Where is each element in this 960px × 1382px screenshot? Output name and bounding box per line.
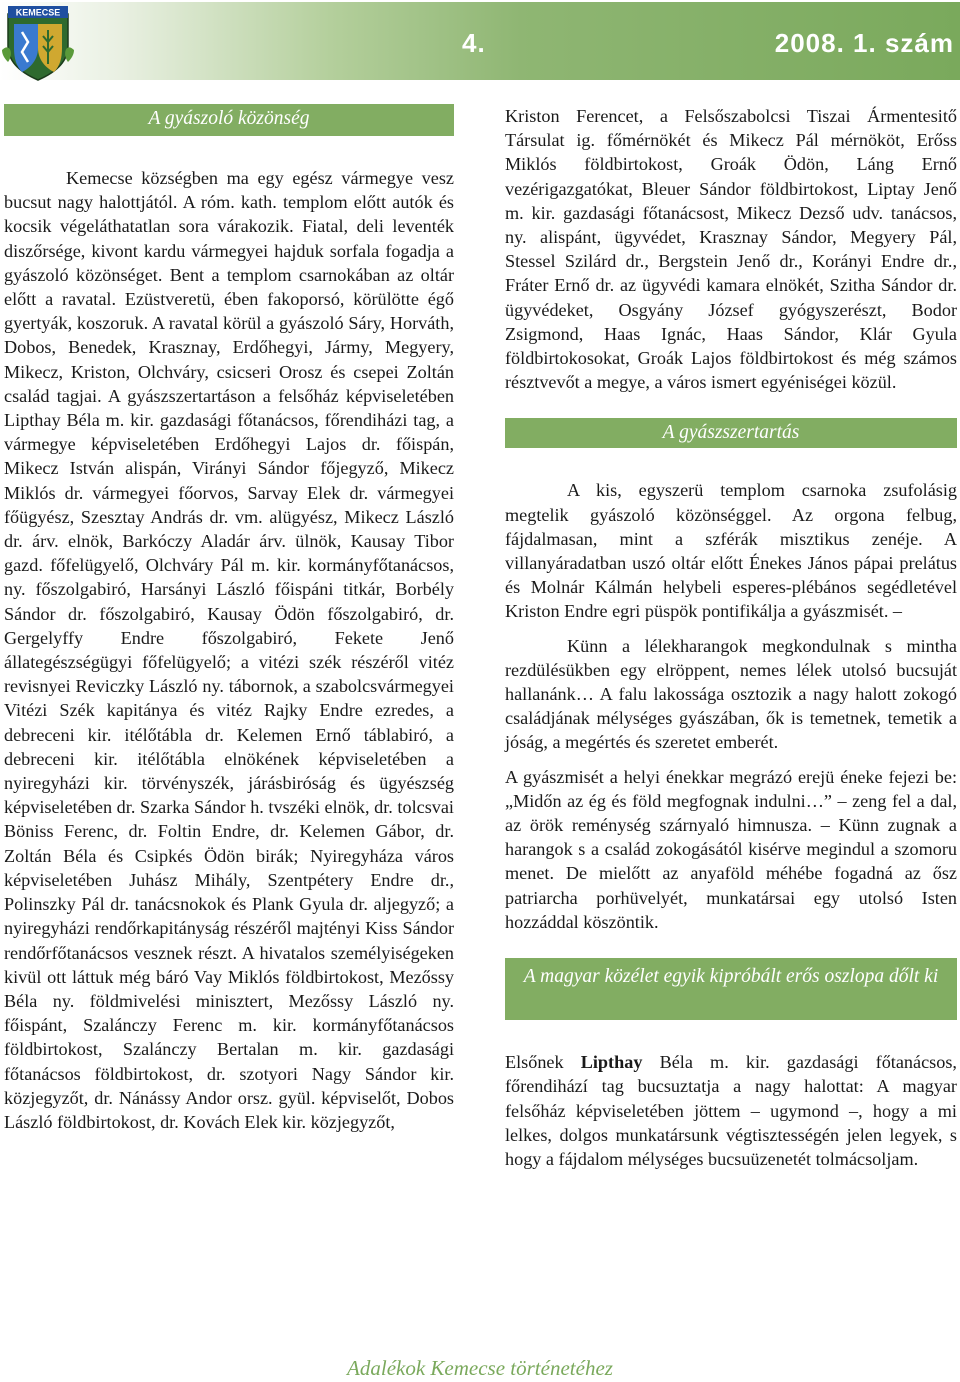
ceremony-paragraph-2: Künn a lélekharangok megkondulnak s mintha rezdülésükben egy elröppent, nemes lélek utolsó bucsuját hallanánk… A falu lakossága osztozik a nagy halott zokogó családjának mélységes gyászában, ők is temetnek, temetik a jóság, a megértés és szeretet emberét. — [505, 635, 957, 753]
page-footer: Adalékok Kemecse történetéhez — [347, 1356, 613, 1380]
eulogy-rest: Béla m. kir. gazdasági főtanácsos, főrendihází tag bucsuztatja a nagy halottat: A magyar felsőház képviseletében jöttem – ugymond –, hogy a mi lelkes, dolgos munkatársunk végtisztességén jelen legyek, s hogy a fájdalom mélységes bucsuüzenetét tolmácsoljam. — [505, 1052, 957, 1169]
left-column — [4, 104, 454, 1134]
section-heading-pillar: A magyar közélet egyik kipróbált erős oszlopa dőlt ki — [505, 958, 957, 1020]
eulogy-start: Elsőnek — [505, 1052, 581, 1073]
section-heading-ceremony: A gyászszertartás — [505, 418, 957, 448]
eulogy-paragraph — [505, 1050, 957, 1171]
right-column — [505, 104, 957, 1171]
kemecse-coat-of-arms-logo — [2, 2, 74, 82]
logo-text: KEMECSE — [15, 7, 61, 18]
ceremony-paragraph-3: A gyászmisét a helyi énekkar megrázó erejü éneke fejezi be: „Midőn az ég és föld megfognak indulni…” – zeng fel a dal, az örök reménység szárnyaló himnusza. – Künn zugnak a harangok s a család zokogásától kisérve megindul a szomoru menet. De mielőtt az anyaföld méhébe fogadná az ősz patriarcha porhüvelyét, munkatársai egy utolsó Isten hozzáddal köszöntik. — [505, 766, 957, 932]
mourners-paragraph: Kemecse községben ma egy egész vármegye vesz bucsut nagy halottjától. A róm. kath. templom előtt autók és kocsik végeláthatatlan sora várakozik. Fiatal, deli leventék diszőrsége, kivont kardu vármegyei hajduk sorfala fogadja a gyászoló közönséget. Bent a templom csarnokában az oltár előtt a ravatal. Ezüstveretü, ében fakoporsó, körülötte égő gyertyák, koszoruk. A ravatal körül a gyászoló Sáry, Horváth, Dobos, Benedek, Krasznay, Erdőhegyi, Jármy, Megyery, Mikecz, Kriston, Olchváry, csicseri Orosz és csepei Zoltán család tagjai. A gyászszertartáson a felsőház képviseletében Lipthay Béla m. kir. gazdasági főtanácsos, főrendiházi tag, a vármegye képviseletében Erdőhegyi Lajos dr. főispán, Mikecz István alispán, Virányi Sándor főjegyző, Mikecz Miklós dr. vármegyei főorvos, Sarvay Elek dr. vármegyei főügyész, Szesztay András dr. vm. alügyész, Mikecz László dr. árv. elnök, Barkóczy Aladár árv. ülnök, Kausay Tibor gazd. főfelügyelő, Olchváry Pál m. kir. kormányfőtanácsos, ny. főszolgabiró, Harsányi László főispáni titkár, Borbély Sándor dr. főszolgabiró, Kausay Ödön főszolgabiró, dr. Gergelyffy Endre főszolgabiró, Fekete Jenő állategészségügyi főfelügyelő; a vitézi szék részéről vitéz revisnyei Reviczky László ny. tábornok, a szabolcsvármegyei Vitézi Szék kapitánya és vitéz Rajky Endre ezredes, a debreceni kir. itélőtábla dr. Kelemen Ernő táblabiró, a debreceni kir. itélőtábla elnökének képviseletében a nyiregyházi kir. törvényszék, járásbiróság és ügyészség képviseletében dr. Szarka Sándor h. tvszéki elnök, dr. tolcsvai Böniss Ferenc, dr. Foltin Endre, dr. Kelemen Gábor, dr. Zoltán Béla és Csipkés Ödön birák; Nyiregyháza város képviseletében Juhász Mihály, Szentpétery Endre dr., Polinszky Pál dr. tanácsnokok és Plank Gyula dr. aljegyző; a nyiregyházi rendőrkapitányság részéről majtényi Kiss Sándor rendőrfőtanácsos vesznek részt. A hivatalos személyiségeken kivül ott láttuk még báró Vay Miklós földbirtokost, Mezőssy Béla ny. földmivelési minisztert, Mezőssy László ny. főispánt, Szalánczy Ferenc m. kir. kormányfőtanácsos földbirtokost, Szalánczy Bertalan m. kir. gazdasági főtanácsos földbirtokost, dr. szotyori Nagy Sándor kir. közjegyzőt, dr. Nánássy Andor orsz. gyül. képviselőt, Dobos László földbirtokost, dr. Kovách Elek kir. közjegyzőt, — [4, 168, 454, 1132]
page-header — [0, 0, 960, 90]
ceremony-paragraph-1: A kis, egyszerü templom csarnoka zsufolásig megtelik gyászoló közönséggel. Az orgona felbug, fájdalmasan, mint a szférák misztikus zenéje. A villanyáradatban uszó oltár előtt Énekes János pápai prelátus és Molnár Kálmán helybeli esperes-plébános segédletével Kriston Endre egri püspök pontifikálja a gyászmisét. – — [505, 480, 957, 622]
eulogy-speaker-name: Lipthay — [580, 1052, 643, 1073]
section-heading-mourners: A gyászoló közönség — [4, 104, 454, 136]
issue-number: 4. — [462, 28, 486, 58]
issue-date: 2008. 1. szám — [774, 28, 954, 58]
mourners-continuation-paragraph: Kriston Ferencet, a Felsőszabolcsi Tiszai Ármentesitő Társulat ig. főmérnökét és Mikecz Pál mérnököt, Erőss Miklós földbirtokost, Groák Ödön, Láng Ernő vezérigazgatókat, Bleuer Sándor földbirtokost, Liptay Jenő m. kir. gazdasági főtanácsost, Mikecz Dezső udv. tanácsos, ny. alispánt, ügyvédet, Krasznay Sándor, Megyery Pál, Stessel Szilárd dr., Bergstein Jenő dr., Korányi Endre dr., Fráter Ernő dr. az ügyvédi kamara elnökét, Szitha Sándor dr. ügyvédeket, Osgyány József gyógyszerészt, Bodor Zsigmond, Haas Ignác, Haas Sándor, Klár Gyula földbirtokosokat, Groák Lajos földbirtokost és még számos résztvevőt a megye, a város ismert egyéniségei közül. — [505, 106, 957, 393]
